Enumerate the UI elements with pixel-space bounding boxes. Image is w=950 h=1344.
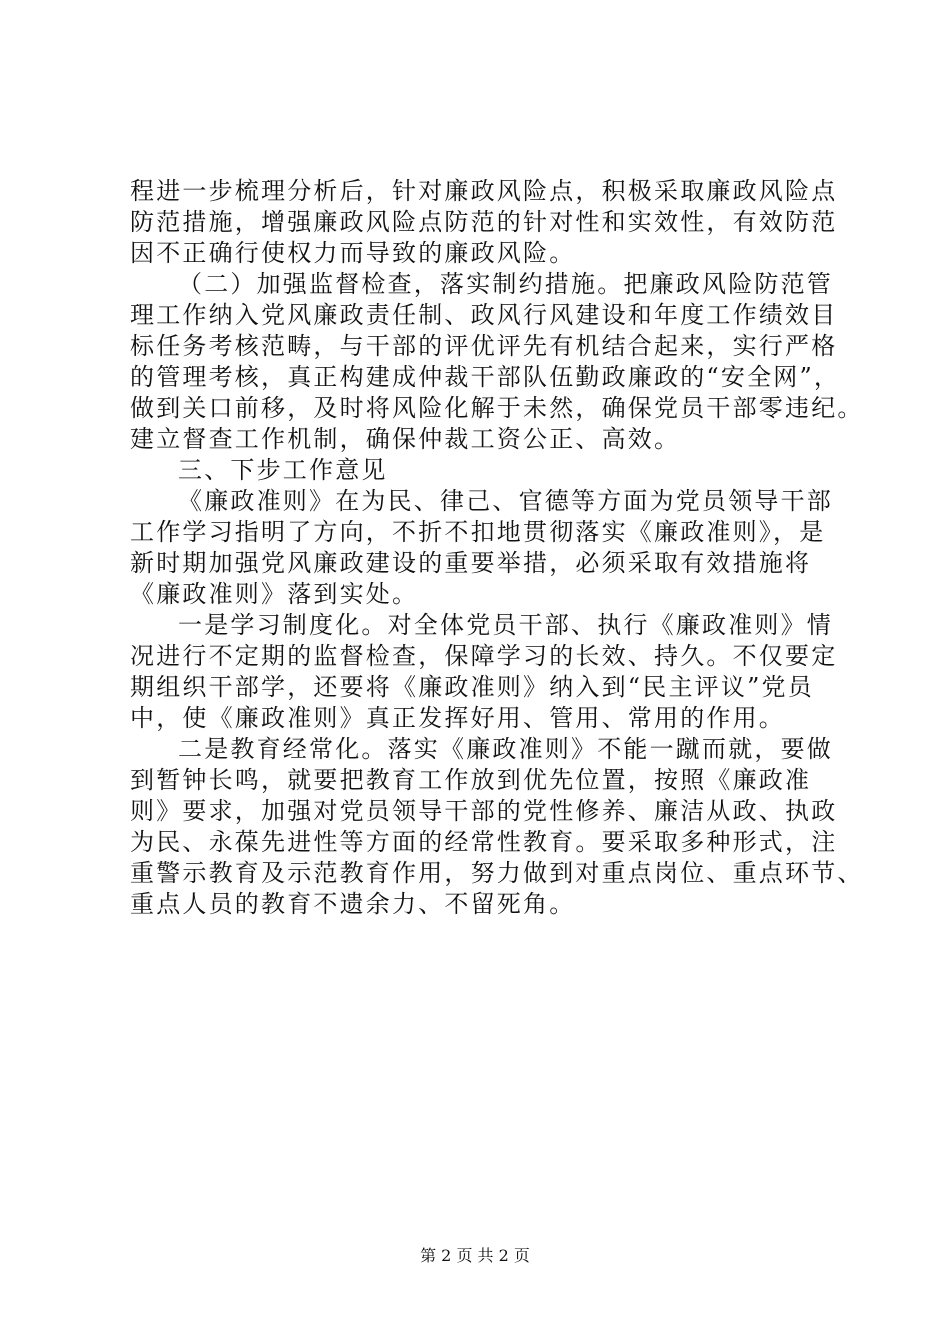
text-line: 做到关口前移，及时将风险化解于未然，确保党员干部零违纪。 — [130, 394, 864, 422]
text-line: 的管理考核，真正构建成仲裁干部队伍勤政廉政的“安全网”， — [130, 363, 841, 391]
text-line: 防范措施，增强廉政风险点防范的针对性和实效性，有效防范 — [130, 208, 838, 236]
text-line: 重警示教育及示范教育作用，努力做到对重点岗位、重点环节、 — [130, 859, 864, 887]
text-line: 则》要求，加强对党员领导干部的党性修养、廉洁从政、执政 — [130, 797, 838, 825]
text-line: 二是教育经常化。落实《廉政准则》不能一蹴而就，要做 — [178, 735, 833, 763]
text-line: 《廉政准则》在为民、律己、官德等方面为党员领导干部 — [178, 487, 833, 515]
text-line: 为民、永葆先进性等方面的经常性教育。要采取多种形式，注 — [130, 828, 838, 856]
text-line: 三、下步工作意见 — [178, 456, 388, 484]
text-line: 中，使《廉政准则》真正发挥好用、管用、常用的作用。 — [130, 704, 785, 732]
page-footer: 第 2 页 共 2 页 — [420, 1246, 530, 1265]
text-line: 新时期加强党风廉政建设的重要举措，必须采取有效措施将 — [130, 549, 812, 577]
text-line: （二）加强监督检查，落实制约措施。把廉政风险防范管 — [178, 270, 833, 298]
text-line: 理工作纳入党风廉政责任制、政风行风建设和年度工作绩效目 — [130, 301, 838, 329]
text-line: 建立督查工作机制，确保仲裁工资公正、高效。 — [130, 425, 681, 453]
text-line: 程进一步梳理分析后，针对廉政风险点，积极采取廉政风险点 — [130, 177, 838, 205]
text-line: 工作学习指明了方向，不折不扣地贯彻落实《廉政准则》，是 — [130, 518, 826, 546]
text-line: 到暂钟长鸣，就要把教育工作放到优先位置，按照《廉政准 — [130, 766, 812, 794]
text-line: 一是学习制度化。对全体党员干部、执行《廉政准则》情 — [178, 611, 833, 639]
text-line: 标任务考核范畴，与干部的评优评先有机结合起来，实行严格 — [130, 332, 838, 360]
text-line: 因不正确行使权力而导致的廉政风险。 — [130, 239, 576, 267]
text-line: 《廉政准则》落到实处。 — [130, 580, 419, 608]
text-line: 况进行不定期的监督检查，保障学习的长效、持久。不仅要定 — [130, 642, 838, 670]
document-body — [130, 176, 864, 920]
text-line: 期组织干部学，还要将《廉政准则》纳入到“民主评议”党员 — [130, 673, 814, 701]
text-line: 重点人员的教育不遗余力、不留死角。 — [130, 890, 576, 918]
